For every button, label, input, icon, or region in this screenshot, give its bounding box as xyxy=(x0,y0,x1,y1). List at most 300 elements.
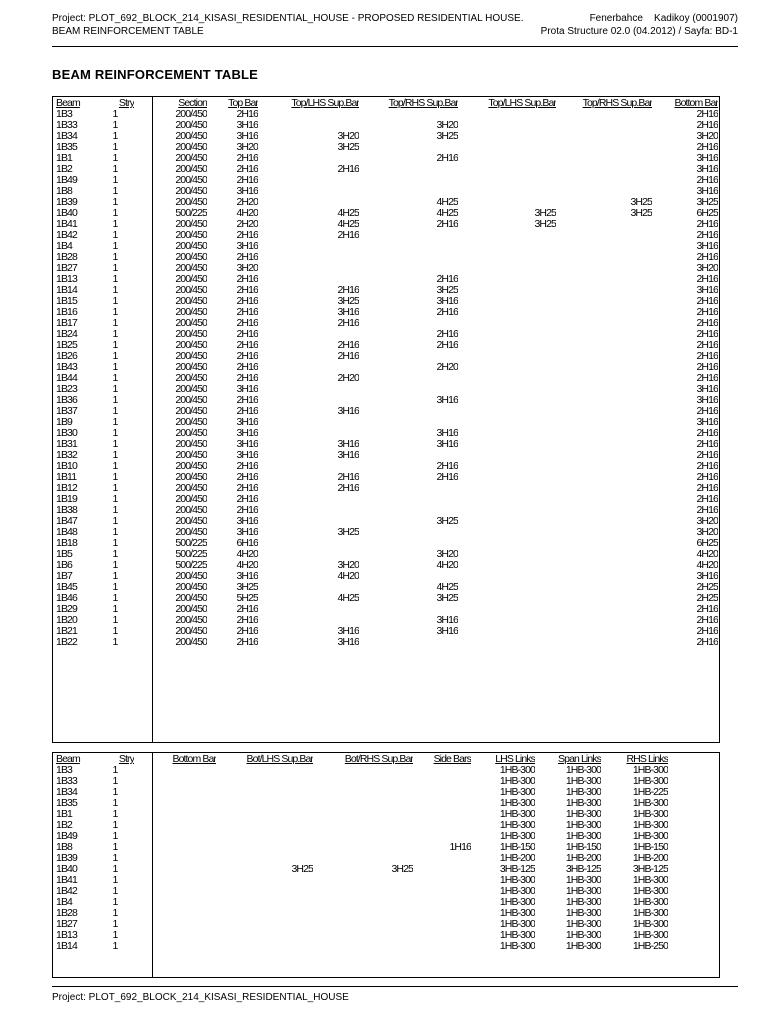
table-cell xyxy=(216,853,313,864)
table-cell: 3H20 xyxy=(696,131,718,142)
table-cell: 3H16 xyxy=(436,626,458,637)
column-header: Bot/LHS Sup.Bar xyxy=(246,754,313,765)
table-cell: 5H25 xyxy=(236,593,258,604)
table-cell: 1 xyxy=(112,384,118,395)
table-cell xyxy=(458,472,556,483)
table-cell: 1B39 xyxy=(56,197,77,208)
table-row xyxy=(56,417,718,428)
table-cell: 2H16 xyxy=(236,461,258,472)
table-cell: 1B24 xyxy=(56,329,77,340)
table-cell xyxy=(258,582,359,593)
table-cell xyxy=(216,919,313,930)
table-cell: 200/450 xyxy=(175,362,207,373)
table-cell: 1B28 xyxy=(56,252,77,263)
table-cell xyxy=(216,787,313,798)
table-cell: 3H16 xyxy=(236,527,258,538)
table-cell xyxy=(216,820,313,831)
table-cell xyxy=(458,109,556,120)
table-cell: 3H20 xyxy=(696,527,718,538)
table-cell: 3H20 xyxy=(696,516,718,527)
table-cell xyxy=(458,395,556,406)
table-cell: 1 xyxy=(112,527,118,538)
table-cell: 1B35 xyxy=(56,142,77,153)
table-cell: 2H16 xyxy=(696,483,718,494)
table-cell: 1 xyxy=(112,373,118,384)
table-row xyxy=(56,307,718,318)
table-cell: 1 xyxy=(112,120,118,131)
table-cell: 4H25 xyxy=(337,593,359,604)
table-cell: 2H16 xyxy=(337,318,359,329)
table-cell: 200/450 xyxy=(175,109,207,120)
table-cell xyxy=(556,285,652,296)
table-cell xyxy=(134,853,216,864)
table-cell: 1 xyxy=(112,252,118,263)
table-cell xyxy=(458,626,556,637)
table-cell xyxy=(359,241,458,252)
table-cell xyxy=(216,886,313,897)
table-cell: 1B30 xyxy=(56,428,77,439)
table-cell: 200/450 xyxy=(175,340,207,351)
table-cell: 1B28 xyxy=(56,908,77,919)
table-cell: 200/450 xyxy=(175,175,207,186)
table-cell xyxy=(216,809,313,820)
table-cell xyxy=(458,593,556,604)
table-cell: 4H25 xyxy=(436,208,458,219)
table-cell: 1HB-300 xyxy=(499,787,535,798)
table-cell: 1B33 xyxy=(56,776,77,787)
table-row xyxy=(56,296,718,307)
table-cell: 1B12 xyxy=(56,483,77,494)
table-cell: 1 xyxy=(112,318,118,329)
table-cell xyxy=(413,809,471,820)
table-cell: 1 xyxy=(112,285,118,296)
table-cell: 2H16 xyxy=(236,362,258,373)
table-cell: 2H16 xyxy=(337,472,359,483)
table-cell xyxy=(413,864,471,875)
table-cell xyxy=(216,908,313,919)
column-header: Top Bar xyxy=(228,98,258,109)
table-cell: 3H16 xyxy=(696,571,718,582)
beam-links-table xyxy=(56,754,668,952)
table-cell xyxy=(359,483,458,494)
table-cell: 1 xyxy=(112,919,118,930)
table-cell xyxy=(258,329,359,340)
table-row xyxy=(56,538,718,549)
column-header: LHS Links xyxy=(495,754,535,765)
table-row xyxy=(56,626,718,637)
table-cell xyxy=(556,362,652,373)
table-cell: 2H16 xyxy=(696,428,718,439)
table-cell: 1 xyxy=(112,831,118,842)
table-cell xyxy=(556,582,652,593)
table-cell: 1B8 xyxy=(56,186,72,197)
table-cell xyxy=(413,897,471,908)
table-row xyxy=(56,219,718,230)
table-row xyxy=(56,505,718,516)
table-row xyxy=(56,798,668,809)
table-cell: 1HB-150 xyxy=(499,842,535,853)
table-cell: 6H16 xyxy=(236,538,258,549)
table-cell xyxy=(458,615,556,626)
header-right xyxy=(541,12,738,38)
table-cell: 200/450 xyxy=(175,219,207,230)
table-cell: 1HB-300 xyxy=(632,798,668,809)
table-cell: 1B39 xyxy=(56,853,77,864)
table-cell: 1 xyxy=(112,461,118,472)
table-cell: 3H16 xyxy=(696,164,718,175)
table-cell xyxy=(134,765,216,776)
table-cell xyxy=(258,494,359,505)
table-cell xyxy=(134,897,216,908)
table-cell: 1B5 xyxy=(56,549,72,560)
table-cell xyxy=(556,109,652,120)
table-cell xyxy=(216,765,313,776)
table-cell xyxy=(359,571,458,582)
table-cell: 3H16 xyxy=(436,428,458,439)
table-cell xyxy=(458,637,556,648)
table-cell: 3H16 xyxy=(236,516,258,527)
table-cell: 2H16 xyxy=(696,252,718,263)
table-cell: 200/450 xyxy=(175,307,207,318)
table-cell: 2H16 xyxy=(337,285,359,296)
table-cell: 1 xyxy=(112,274,118,285)
table-row xyxy=(56,274,718,285)
table-cell: 2H16 xyxy=(236,615,258,626)
table-cell xyxy=(556,120,652,131)
table-cell: 2H16 xyxy=(696,142,718,153)
table-cell: 2H16 xyxy=(696,406,718,417)
table-cell xyxy=(556,164,652,175)
table-cell: 1 xyxy=(112,307,118,318)
table-cell xyxy=(458,307,556,318)
table-cell: 1B49 xyxy=(56,175,77,186)
table-cell: 2H16 xyxy=(436,274,458,285)
table-cell: 1 xyxy=(112,296,118,307)
table-cell: 2H16 xyxy=(696,472,718,483)
table-cell: 1HB-300 xyxy=(565,765,601,776)
table-cell xyxy=(458,274,556,285)
table-cell: 2H16 xyxy=(337,340,359,351)
table-cell xyxy=(413,831,471,842)
table-cell: 200/450 xyxy=(175,120,207,131)
table-cell: 1B10 xyxy=(56,461,77,472)
column-header: Section xyxy=(178,98,207,109)
table-cell: 4H20 xyxy=(696,560,718,571)
table-cell: 200/450 xyxy=(175,461,207,472)
table-cell xyxy=(134,908,216,919)
table-cell xyxy=(556,186,652,197)
table-cell xyxy=(458,142,556,153)
table-row xyxy=(56,252,718,263)
table-cell: 1 xyxy=(112,164,118,175)
table-cell: 200/450 xyxy=(175,395,207,406)
table-cell: 500/225 xyxy=(175,208,207,219)
table-cell: 200/450 xyxy=(175,142,207,153)
table-cell xyxy=(413,941,471,952)
table-cell: 1 xyxy=(112,637,118,648)
table-cell xyxy=(556,406,652,417)
table-cell xyxy=(359,351,458,362)
table-cell: 1HB-300 xyxy=(632,897,668,908)
table-cell: 1B26 xyxy=(56,351,77,362)
table-cell: 2H16 xyxy=(236,329,258,340)
table-cell: 1B20 xyxy=(56,615,77,626)
table-cell: 1 xyxy=(112,941,118,952)
table-cell: 1HB-300 xyxy=(565,919,601,930)
table-cell xyxy=(216,798,313,809)
table-cell xyxy=(458,285,556,296)
table-cell: 4H20 xyxy=(236,549,258,560)
table-cell: 1 xyxy=(112,582,118,593)
table-cell xyxy=(258,109,359,120)
table-cell: 3H16 xyxy=(337,307,359,318)
table-cell: 1HB-300 xyxy=(565,798,601,809)
table-cell: 2H16 xyxy=(696,329,718,340)
table-cell: 1B16 xyxy=(56,307,77,318)
table-row xyxy=(56,919,668,930)
table-cell xyxy=(458,197,556,208)
table-cell: 200/450 xyxy=(175,384,207,395)
table-cell xyxy=(359,318,458,329)
table-cell xyxy=(458,252,556,263)
table-cell: 2H25 xyxy=(696,593,718,604)
table-row xyxy=(56,516,718,527)
table-cell xyxy=(258,175,359,186)
table-cell xyxy=(258,241,359,252)
table-cell: 1B18 xyxy=(56,538,77,549)
table-cell: 1B33 xyxy=(56,120,77,131)
table-cell: 1HB-300 xyxy=(632,765,668,776)
table-cell: 500/225 xyxy=(175,560,207,571)
table-cell: 1 xyxy=(112,776,118,787)
table-cell: 200/450 xyxy=(175,439,207,450)
table-cell: 3H16 xyxy=(436,615,458,626)
table-cell xyxy=(216,831,313,842)
project-header xyxy=(52,12,523,38)
table-cell: 1 xyxy=(112,197,118,208)
column-header: Bottom Bar xyxy=(674,98,718,109)
table-cell xyxy=(258,615,359,626)
table-cell: 1B48 xyxy=(56,527,77,538)
table-row xyxy=(56,373,718,384)
table-cell xyxy=(258,263,359,274)
table-cell: 1 xyxy=(112,560,118,571)
table-cell xyxy=(313,875,413,886)
table-cell: 200/450 xyxy=(175,516,207,527)
table-cell: 1B1 xyxy=(56,809,72,820)
table-row xyxy=(56,853,668,864)
table-cell: 3H25 xyxy=(436,516,458,527)
table-cell: 1B37 xyxy=(56,406,77,417)
table-cell: 200/450 xyxy=(175,164,207,175)
table-cell: 4H20 xyxy=(696,549,718,560)
table-cell: 4H25 xyxy=(436,197,458,208)
table-cell: 2H16 xyxy=(696,450,718,461)
table-cell xyxy=(313,765,413,776)
table-cell: 1HB-300 xyxy=(565,930,601,941)
table-cell: 200/450 xyxy=(175,494,207,505)
table-cell: 1B27 xyxy=(56,919,77,930)
table-cell xyxy=(359,505,458,516)
table-cell xyxy=(359,263,458,274)
table-cell: 1B45 xyxy=(56,582,77,593)
table-cell xyxy=(359,527,458,538)
table-cell: 2H16 xyxy=(436,153,458,164)
table-cell xyxy=(556,318,652,329)
table-cell: 1B22 xyxy=(56,637,77,648)
table-cell: 2H16 xyxy=(236,395,258,406)
table-cell: 1B4 xyxy=(56,897,72,908)
table-cell xyxy=(359,637,458,648)
table-cell: 1HB-300 xyxy=(565,787,601,798)
table-cell xyxy=(359,186,458,197)
table-cell: 1 xyxy=(112,875,118,886)
table-cell: 2H16 xyxy=(696,494,718,505)
table-cell: 200/450 xyxy=(175,252,207,263)
table-cell: 1HB-300 xyxy=(565,886,601,897)
table-cell: 6H25 xyxy=(696,208,718,219)
table-cell: 3H16 xyxy=(436,395,458,406)
table-cell xyxy=(556,549,652,560)
table-cell xyxy=(413,853,471,864)
table-cell: 2H16 xyxy=(696,175,718,186)
table-cell xyxy=(458,538,556,549)
table-row xyxy=(56,142,718,153)
table-row xyxy=(56,197,718,208)
table-cell: 1 xyxy=(112,109,118,120)
table-cell: 2H16 xyxy=(436,219,458,230)
table-cell xyxy=(458,571,556,582)
table-cell: 1 xyxy=(112,787,118,798)
table-cell xyxy=(556,439,652,450)
table-cell: 2H16 xyxy=(236,164,258,175)
table-cell xyxy=(134,930,216,941)
table-cell xyxy=(313,809,413,820)
table-cell xyxy=(458,604,556,615)
table-cell xyxy=(556,604,652,615)
table-cell xyxy=(556,175,652,186)
table-cell xyxy=(556,527,652,538)
column-header: Bottom Bar xyxy=(172,754,216,765)
table-row xyxy=(56,230,718,241)
table-cell: 1 xyxy=(112,842,118,853)
table-cell: 1 xyxy=(112,571,118,582)
table-cell: 1B13 xyxy=(56,930,77,941)
table-cell xyxy=(556,417,652,428)
table-cell: 3H20 xyxy=(236,263,258,274)
table-cell: 1 xyxy=(112,615,118,626)
table-cell xyxy=(313,787,413,798)
table-cell: 2H16 xyxy=(436,307,458,318)
table-cell xyxy=(258,505,359,516)
table-cell: 3H16 xyxy=(696,153,718,164)
table-cell xyxy=(359,538,458,549)
table-cell: 200/450 xyxy=(175,593,207,604)
table-cell xyxy=(556,329,652,340)
table-cell xyxy=(413,875,471,886)
table-cell: 200/450 xyxy=(175,406,207,417)
table-cell: 200/450 xyxy=(175,285,207,296)
table-cell: 200/450 xyxy=(175,582,207,593)
table-cell: 2H16 xyxy=(236,483,258,494)
table-cell: 2H16 xyxy=(696,351,718,362)
table-row xyxy=(56,897,668,908)
table-cell: 200/450 xyxy=(175,241,207,252)
table-cell: 1HB-300 xyxy=(499,776,535,787)
table-cell xyxy=(258,384,359,395)
table-cell: 200/450 xyxy=(175,263,207,274)
table-cell: 3H25 xyxy=(534,208,556,219)
table-cell xyxy=(556,230,652,241)
table-cell: 3H16 xyxy=(337,406,359,417)
table-cell: 3H16 xyxy=(436,439,458,450)
table-cell xyxy=(359,252,458,263)
table-cell xyxy=(134,787,216,798)
table-cell: 1HB-300 xyxy=(499,919,535,930)
column-header: RHS Links xyxy=(626,754,668,765)
table-cell: 3H16 xyxy=(236,428,258,439)
table-cell: 1HB-300 xyxy=(632,875,668,886)
table-cell xyxy=(458,351,556,362)
column-header: Bot/RHS Sup.Bar xyxy=(344,754,413,765)
table-row xyxy=(56,186,718,197)
table-cell xyxy=(556,274,652,285)
table-cell: 3H25 xyxy=(436,593,458,604)
table-cell xyxy=(458,296,556,307)
table-cell xyxy=(413,908,471,919)
table-cell: 1HB-300 xyxy=(499,809,535,820)
table-cell: 1HB-300 xyxy=(499,875,535,886)
table-cell xyxy=(556,571,652,582)
table-cell xyxy=(359,406,458,417)
table-cell: 3H25 xyxy=(630,208,652,219)
table-cell xyxy=(216,776,313,787)
table-cell: 1 xyxy=(112,897,118,908)
table-cell: 1H16 xyxy=(449,842,471,853)
table-cell: 4H25 xyxy=(337,219,359,230)
table-cell: 1HB-300 xyxy=(632,930,668,941)
table-cell: 1 xyxy=(112,765,118,776)
table-cell: 4H20 xyxy=(236,560,258,571)
table-cell: 200/450 xyxy=(175,131,207,142)
beam-reinforcement-table xyxy=(56,98,718,648)
table-cell: 1B38 xyxy=(56,505,77,516)
table-cell xyxy=(359,175,458,186)
table-cell: 3H16 xyxy=(696,395,718,406)
table-cell xyxy=(556,373,652,384)
table-cell: 1HB-300 xyxy=(565,897,601,908)
table-cell xyxy=(134,919,216,930)
table-cell: 3H16 xyxy=(696,186,718,197)
table-cell: 1 xyxy=(112,208,118,219)
table-cell: 1 xyxy=(112,483,118,494)
table-cell: 3H16 xyxy=(696,285,718,296)
table-cell xyxy=(458,329,556,340)
table-cell xyxy=(458,461,556,472)
table-cell: 2H16 xyxy=(436,340,458,351)
table-cell xyxy=(458,230,556,241)
table-cell xyxy=(556,461,652,472)
table-row xyxy=(56,241,718,252)
table-cell: 1B40 xyxy=(56,864,77,875)
table-cell: 3H16 xyxy=(337,450,359,461)
table-cell: 1B49 xyxy=(56,831,77,842)
table-cell: 3H25 xyxy=(337,527,359,538)
table-cell: 3H20 xyxy=(696,263,718,274)
software-line: Prota Structure 02.0 (04.2012) / Sayfa: BD-1 xyxy=(540,26,738,37)
table-cell xyxy=(556,505,652,516)
table-row xyxy=(56,395,718,406)
